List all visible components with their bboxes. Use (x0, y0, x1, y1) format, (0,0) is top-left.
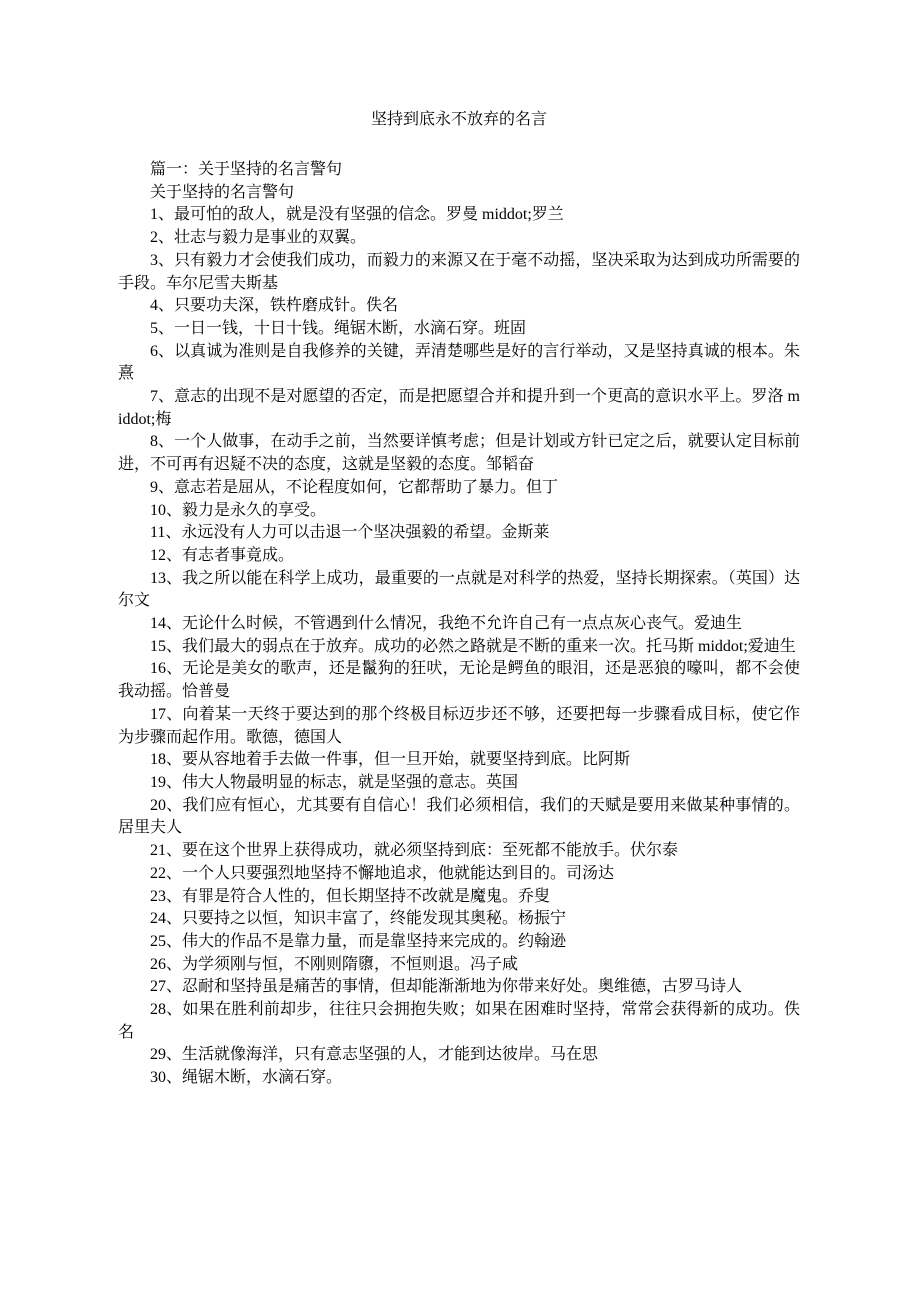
paragraph: 5、一日一钱，十日十钱。绳锯木断，水滴石穿。班固 (150, 319, 527, 337)
paragraph: 25、伟大的作品不是靠力量，而是靠坚持来完成的。约翰逊 (150, 932, 567, 950)
paragraph: 3、只有毅力才会使我们成功，而毅力的来源又在于毫不动摇，坚决采取为达到成功所需要的手段。车尔尼雪夫斯基 (118, 251, 800, 292)
paragraph: 7、意志的出现不是对愿望的否定，而是把愿望合并和提升到一个更高的意识水平上。罗洛 middot;梅 (118, 388, 800, 428)
paragraph: 9、意志若是屈从，不论程度如何，它都帮助了暴力。但丁 (150, 478, 559, 496)
paragraph: 20、我们应有恒心，尤其要有自信心！我们必须相信，我们的天赋是要用来做某种事情的。居里夫人 (118, 796, 800, 837)
paragraph: 11、永远没有人力可以击退一个坚决强毅的希望。金斯莱 (150, 524, 550, 542)
paragraph: 4、只要功夫深，铁杵磨成针。佚名 (150, 297, 399, 315)
paragraph: 26、为学须刚与恒，不刚则隋隳，不恒则退。冯子咸 (150, 955, 519, 973)
paragraph: 27、忍耐和坚持虽是痛苦的事情，但却能渐渐地为你带来好处。奥维德，古罗马诗人 (150, 978, 743, 996)
document-title: 坚持到底永不放弃的名言 (370, 111, 547, 128)
paragraph: 24、只要持之以恒，知识丰富了，终能发现其奥秘。杨振宁 (150, 910, 567, 928)
paragraph: 2、壮志与毅力是事业的双翼。 (150, 229, 367, 247)
paragraph: 14、无论什么时候，不管遇到什么情况，我绝不允许自己有一点点灰心丧气。爱迪生 (150, 615, 743, 633)
paragraph: 16、无论是美女的歌声，还是鬣狗的狂吠，无论是鳄鱼的眼泪，还是恶狼的嚎叫，都不会使我动摇。恰普曼 (118, 660, 800, 701)
paragraph: 21、要在这个世界上获得成功，就必须坚持到底：至死都不能放手。伏尔泰 (150, 842, 679, 860)
paragraph: 关于坚持的名言警句 (150, 183, 295, 201)
paragraph: 29、生活就像海洋，只有意志坚强的人，才能到达彼岸。马在思 (150, 1046, 599, 1064)
paragraph: 13、我之所以能在科学上成功，最重要的一点就是对科学的热爱，坚持长期探索。（英国）达尔文 (118, 569, 800, 610)
paragraph: 30、绳锯木断，水滴石穿。 (150, 1069, 343, 1087)
paragraph: 15、我们最大的弱点在于放弃。成功的必然之路就是不断的重来一次。托马斯 middot;爱迪生 (150, 637, 796, 655)
paragraph: 18、要从容地着手去做一件事，但一旦开始，就要坚持到底。比阿斯 (150, 751, 631, 769)
document-body (118, 159, 800, 1090)
paragraph: 12、有志者事竟成。 (150, 546, 295, 564)
paragraph: 28、如果在胜利前却步，往往只会拥抱失败；如果在困难时坚持，常常会获得新的成功。佚名 (118, 1001, 800, 1041)
paragraph: 17、向着某一天终于要达到的那个终极目标迈步还不够，还要把每一步骤看成目标，使它作为步骤而起作用。歌德，德国人 (118, 705, 800, 746)
paragraph: 10、毅力是永久的享受。 (150, 501, 327, 519)
paragraph: 8、一个人做事，在动手之前，当然要详慎考虑；但是计划或方针已定之后，就要认定目标前进，不可再有迟疑不决的态度，这就是坚毅的态度。邹韬奋 (118, 433, 800, 474)
paragraph: 6、以真诚为准则是自我修养的关键，弄清楚哪些是好的言行举动，又是坚持真诚的根本。朱熹 (118, 342, 800, 383)
paragraph: 22、一个人只要强烈地坚持不懈地追求，他就能达到目的。司汤达 (150, 864, 615, 882)
paragraph: 23、有罪是符合人性的，但长期坚持不改就是魔鬼。乔叟 (150, 887, 551, 905)
paragraph: 19、伟大人物最明显的标志，就是坚强的意志。英国 (150, 773, 519, 791)
paragraph: 篇一：关于坚持的名言警句 (150, 161, 343, 178)
paragraph: 1、最可怕的敌人，就是没有坚强的信念。罗曼 middot;罗兰 (150, 206, 564, 224)
